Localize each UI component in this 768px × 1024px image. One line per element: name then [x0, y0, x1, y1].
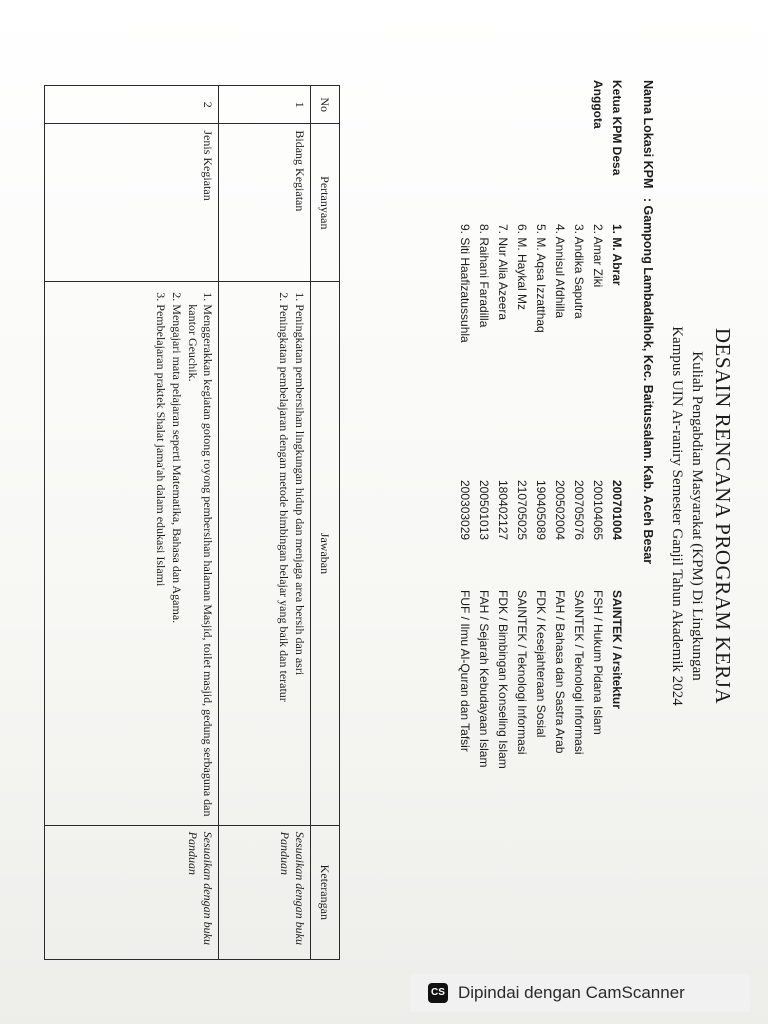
- location-value: : Gampong Lambadalhok, Kec. Baitussalam. Kab. Aceh Besar: [641, 197, 655, 565]
- roster-nim: 180402127: [496, 480, 510, 541]
- roster-name: 8. Raihani Faradilla: [477, 224, 491, 328]
- roster-row: [567, 80, 586, 960]
- roster-nim: 210705025: [515, 480, 529, 541]
- roster-name: 1. M. Abrar: [610, 224, 624, 286]
- answer-item: 1. Menggerakkan kegiatan gotong royong pembersihan halaman Masjid, toilet masjid, gedung serbaguna dan kantor Geuchik.: [185, 304, 215, 818]
- roster-nim: 200701004: [610, 480, 624, 541]
- document-subtitle-2: Kampus UIN Ar-raniry Semester Ganjil Tahun Akademik 2024: [669, 326, 685, 706]
- location-label: Nama Lokasi KPM: [641, 80, 655, 189]
- roster-faculty: FAH / Sejarah Kebudayaan Islam: [477, 590, 491, 768]
- roster-name: 4. Annisul Afdhilla: [553, 224, 567, 319]
- row-number: 2: [45, 86, 219, 124]
- location-row: [641, 80, 655, 564]
- roster-nim: 200502004: [553, 480, 567, 541]
- roster-nim: 200705076: [572, 480, 586, 541]
- roster-row: [453, 80, 472, 960]
- table-row: [45, 86, 219, 960]
- row-question: Bidang Kegiatan: [219, 124, 311, 282]
- roster-nim: 200104065: [591, 480, 605, 541]
- roster-faculty: FDK / Bimbingan Konseling Islam: [496, 590, 510, 769]
- document-subtitle-1: Kuliah Pengabdian Masyarakat (KPM) Di Lingkungan: [689, 351, 705, 681]
- answer-item: 3. Pembelajaran praktek Shalat jama'ah dalam edukasi Islami: [153, 304, 168, 818]
- roster-faculty: SAINTEK / Teknologi Informasi: [515, 590, 529, 755]
- roster-row: [605, 80, 624, 960]
- roster-faculty: FSH / Hukum Pidana Islam: [591, 590, 605, 735]
- roster-row: [510, 80, 529, 960]
- roster-nim: 200501013: [477, 480, 491, 541]
- row-note: Sesuaikan dengan buku Panduan: [45, 825, 219, 959]
- row-number: 1: [219, 86, 311, 124]
- table-header-row: [311, 86, 340, 960]
- header-question: Pertanyaan: [311, 124, 340, 282]
- roster-role: Anggota: [591, 80, 605, 129]
- header-note: Keterangan: [311, 825, 340, 959]
- answer-item: 2. Peningkatan pembelajaran dengan metode bimbingan belajar yang baik dan teratur: [276, 304, 291, 818]
- camscanner-text: Dipindai dengan CamScanner: [458, 983, 685, 1002]
- camscanner-watermark: [410, 974, 750, 1012]
- roster-row: [548, 80, 567, 960]
- roster-name: 2. Amar Ziki: [591, 224, 605, 288]
- roster-name: 9. Siti Haafizatussuhla: [458, 224, 472, 343]
- roster-name: 3. Andika Saputra: [572, 224, 586, 319]
- header-answer: Jawaban: [311, 282, 340, 825]
- rotated-document: [45, 60, 735, 972]
- answer-item: 1. Peningkatan pembersihan lingkungan hidup dan menjaga area bersih dan asri: [292, 304, 307, 818]
- roster-row: [586, 80, 605, 960]
- header-no: No: [311, 86, 340, 124]
- roster-faculty: SAINTEK / Teknologi Informasi: [572, 590, 586, 755]
- roster-faculty: FUF / Ilmu Al-Quran dan Tafsir: [458, 590, 472, 752]
- roster-role: Ketua KPM Desa: [610, 80, 624, 176]
- roster-nim: 190405089: [534, 480, 548, 541]
- document-title: DESAIN RENCANA PROGRAM KERJA: [711, 327, 735, 705]
- row-answer: [219, 282, 311, 825]
- table-row: [219, 86, 311, 960]
- roster-faculty: FDK / Kesejahteraan Sosial: [534, 590, 548, 738]
- row-answer: [45, 282, 219, 825]
- roster-row: [529, 80, 548, 960]
- row-note: Sesuaikan dengan buku Panduan: [219, 825, 311, 959]
- roster-name: 5. M. Aqsa Izzatthaq: [534, 224, 548, 333]
- roster-row: [472, 80, 491, 960]
- answer-item: 2. Mengajari mata pelajaran seperti Matematika, Bahasa dan Agama.: [169, 304, 184, 818]
- roster-faculty: SAINTEK / Arsitektur: [610, 590, 624, 709]
- row-question: Jenis Kegiatan: [45, 124, 219, 282]
- camscanner-logo-icon: CS: [428, 983, 448, 1003]
- roster-name: 7. Nur Alia Azeera: [496, 224, 510, 321]
- roster-name: 6. M. Haykal Mz: [515, 224, 529, 311]
- program-table: [44, 85, 340, 960]
- roster-nim: 200303029: [458, 480, 472, 541]
- roster-row: [491, 80, 510, 960]
- roster-faculty: FAH / Bahasa dan Sastra Arab: [553, 590, 567, 754]
